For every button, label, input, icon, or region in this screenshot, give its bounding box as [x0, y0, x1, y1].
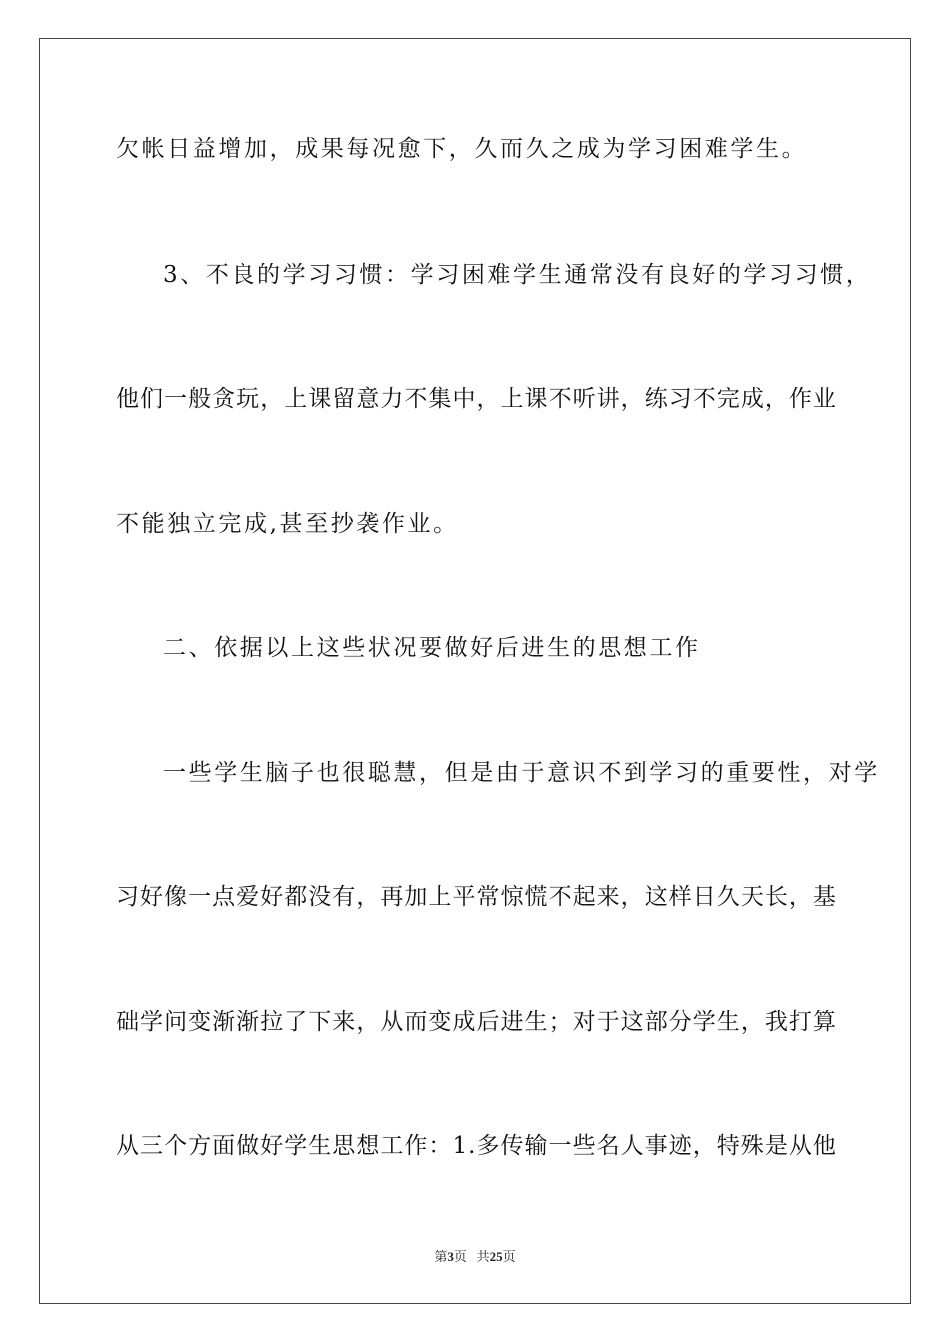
text-line-2: 3、不良的学习习惯：学习困难学生通常没有良好的学习习惯，: [163, 262, 872, 288]
text-line-8: 础 学 问 变 渐 渐 拉 了 下 来 ， 从 而 变 成 后 进 生 ； 对 于 这 部 分 学 生 ， 我 打 算: [116, 1009, 836, 1035]
section-heading: 二、依据以上这些状况要做好后进生的思想工作: [163, 635, 701, 661]
footer-page-number: 3: [447, 1249, 454, 1264]
text-line-7: 习 好 像 一 点 爱 好 都 没 有 ， 再 加 上 平 常 惊 慌 不 起 来 ， 这 样 日 久 天 长 ， 基: [116, 884, 836, 910]
text-line-3: 他 们 一 般 贪 玩 ， 上 课 留 意 力 不 集 中 ， 上 课 不 听 讲 ， 练 习 不 完 成 ， 作 业: [116, 386, 836, 412]
page-frame: [39, 38, 911, 1304]
footer-page-prefix: 第: [434, 1249, 448, 1264]
footer-total-pages: 25: [489, 1249, 503, 1264]
footer-total-suffix: 页: [502, 1249, 516, 1264]
text-line-1: 欠帐日益增加，成果每况愈下，久而久之成为学习困难学生。: [116, 136, 808, 162]
footer-page-suffix: 页: [453, 1249, 467, 1264]
text-line-4: 不能独立完成,甚至抄袭作业。: [116, 511, 459, 537]
footer-total-prefix: 共: [476, 1249, 490, 1264]
text-line-9: 从 三 个 方 面 做 好 学 生 思 想 工 作 ： 1 . 多 传 输 一 些 名 人 事 迹 ， 特 殊 是 从 他: [116, 1133, 836, 1159]
text-line-6: 一些学生脑子也很聪慧，但是由于意识不到学习的重要性，对学: [163, 760, 880, 786]
page-footer: [0, 1248, 950, 1266]
